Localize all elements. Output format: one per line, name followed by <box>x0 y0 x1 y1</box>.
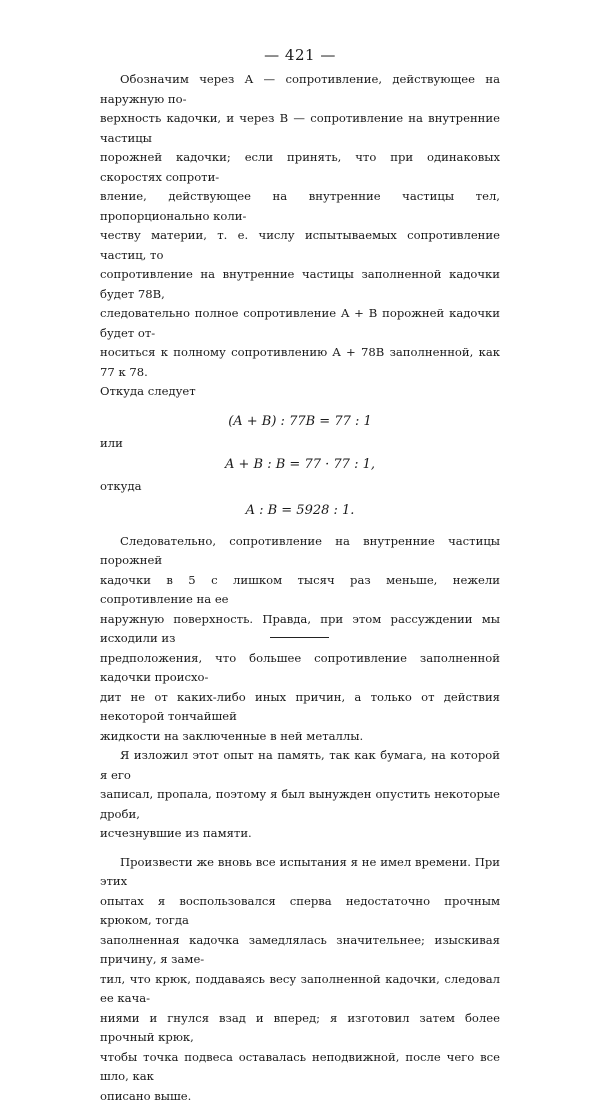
formula-1: (A + B) : 77B = 77 : 1 <box>100 410 500 434</box>
text-line: следовательно полное сопротивление A + B порожней кадочки будет от- <box>100 304 500 343</box>
text-line: описано выше. <box>100 1087 500 1106</box>
text-line: тил, что крюк, поддаваясь весу заполненной кадочки, следовал ее кача- <box>100 970 500 1009</box>
paragraph-2 <box>100 532 500 747</box>
text-line: Следовательно, сопротивление на внутренние частицы порожней <box>100 532 500 571</box>
text-line: порожней кадочки; если принять, что при одинаковых скоростях сопроти- <box>100 148 500 187</box>
text-line: Откуда следует <box>100 382 500 402</box>
body-text <box>100 70 500 1106</box>
paragraph-1 <box>100 70 500 402</box>
text-line: кадочки в 5 с лишком тысяч раз меньше, нежели сопротивление на ее <box>100 571 500 610</box>
text-line: Произвести же вновь все испытания я не имел времени. При этих <box>100 853 500 892</box>
text-line: Обозначим через A — сопротивление, действующее на наружную по- <box>100 70 500 109</box>
text-line: носиться к полному сопротивлению A + 78B заполненной, как 77 к 78. <box>100 343 500 382</box>
text-line: записал, пропала, поэтому я был вынужден опустить некоторые дроби, <box>100 785 500 824</box>
text-line: опытах я воспользовался сперва недостаточно прочным крюком, тогда <box>100 892 500 931</box>
text-line: жидкости на заключенные в ней металлы. <box>100 727 500 747</box>
text-line: сопротивление на внутренние частицы заполненной кадочки будет 78B, <box>100 265 500 304</box>
text-line: ниями и гнулся взад и вперед; я изготовил затем более прочный крюк, <box>100 1009 500 1048</box>
word-whence: откуда <box>100 477 500 497</box>
section-divider-rule <box>270 637 329 638</box>
text-line: верхность кадочки, и через B — сопротивление на внутренние частицы <box>100 109 500 148</box>
text-line: заполненная кадочка замедлялась значительнее; изыскивая причину, я заме- <box>100 931 500 970</box>
page-number: — 421 — <box>0 46 600 64</box>
text-line: Я изложил этот опыт на память, так как бумага, на которой я его <box>100 746 500 785</box>
text-line: чтобы точка подвеса оставалась неподвижной, после чего все шло, как <box>100 1048 500 1087</box>
text-line: наружную поверхность. Правда, при этом рассуждении мы исходили из <box>100 610 500 649</box>
text-line: вление, действующее на внутренние частицы тел, пропорционально коли- <box>100 187 500 226</box>
formula-3: A : B = 5928 : 1. <box>100 499 500 523</box>
text-line: честву материи, т. е. числу испытываемых сопротивление частиц, то <box>100 226 500 265</box>
text-line: предположения, что большее сопротивление заполненной кадочки происхо- <box>100 649 500 688</box>
text-line: дит не от каких-либо иных причин, а только от действия некоторой тончайшей <box>100 688 500 727</box>
formula-2: A + B : B = 77 · 77 : 1, <box>100 453 500 477</box>
word-or: или <box>100 434 500 454</box>
paragraph-4 <box>100 853 500 1106</box>
paragraph-3 <box>100 746 500 844</box>
text-line: исчезнувшие из памяти. <box>100 824 500 844</box>
